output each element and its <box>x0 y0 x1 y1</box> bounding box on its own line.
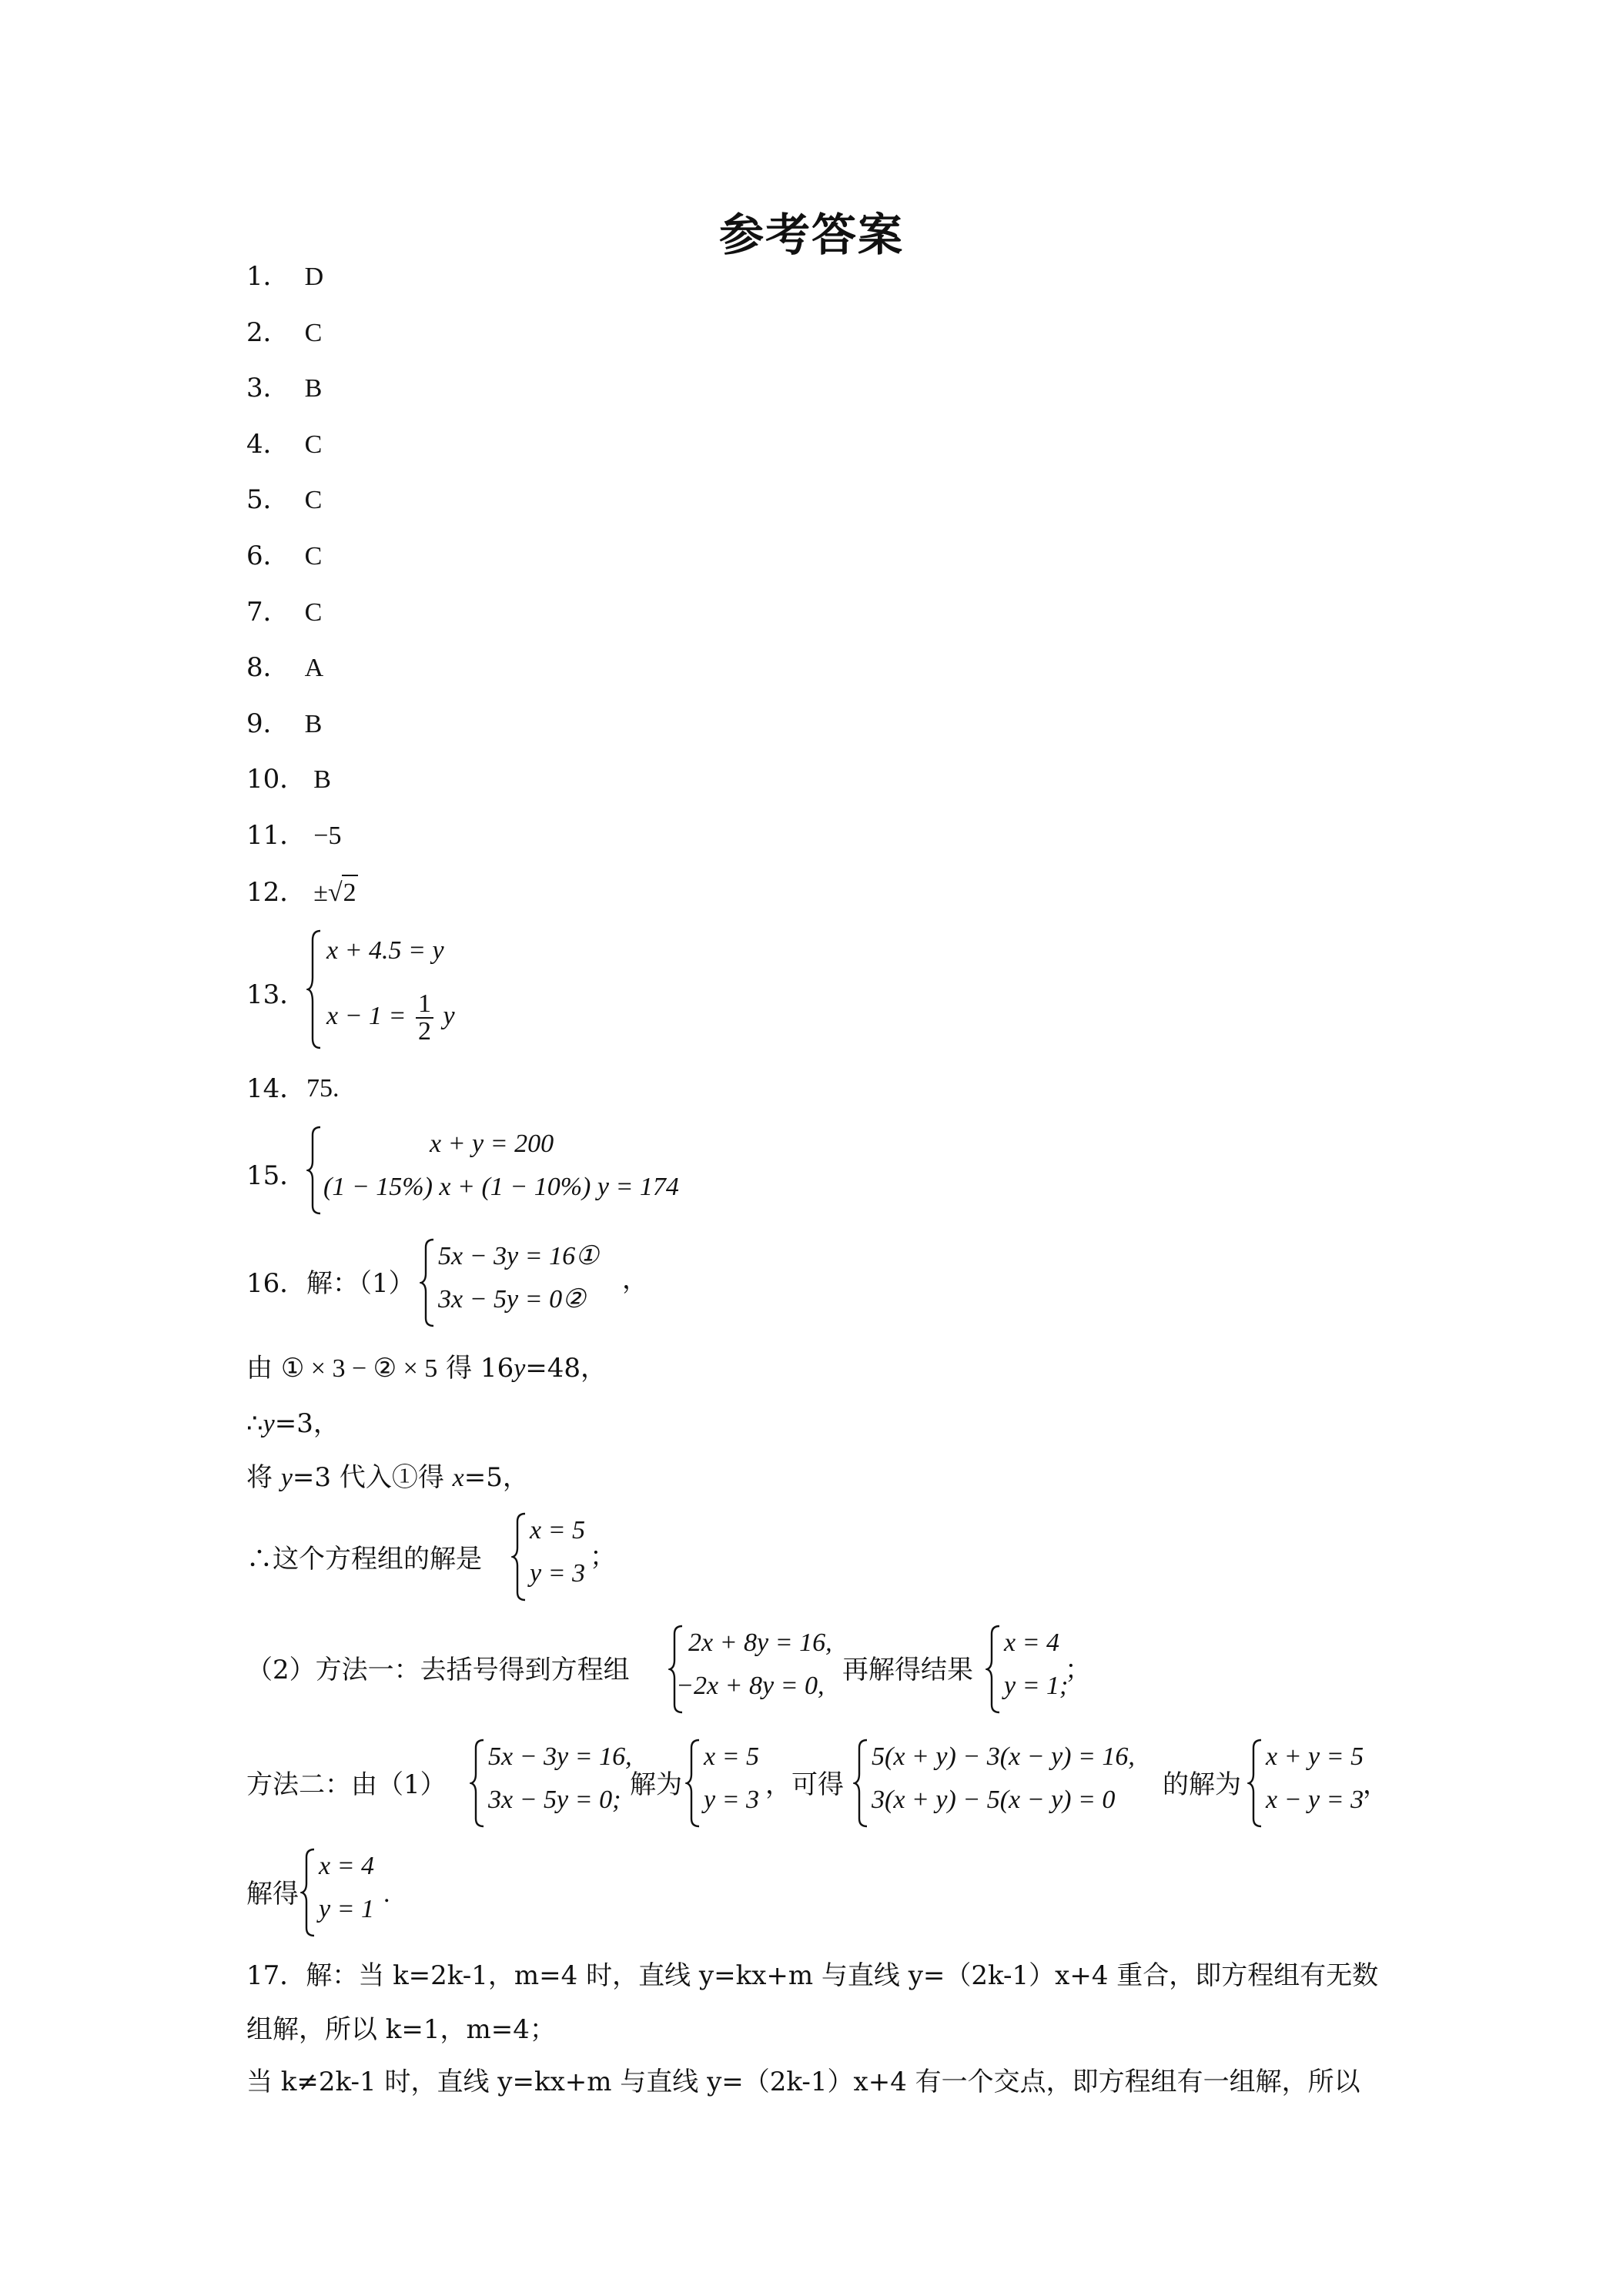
answer-row <box>246 875 358 910</box>
answer-row <box>246 762 331 797</box>
equation-right: y <box>443 1001 455 1030</box>
answer-number: 5． <box>246 484 289 515</box>
answer-number: 7． <box>246 597 289 628</box>
solution-step <box>246 1351 607 1386</box>
equation-system <box>306 1124 707 1217</box>
step-text: =3， <box>274 1408 340 1439</box>
equation-line: y = 1; <box>1004 1672 1069 1700</box>
answer-number: 10． <box>246 764 306 795</box>
solution-step <box>246 1407 340 1441</box>
equation-line: x = 5 <box>704 1742 760 1771</box>
brace-icon <box>685 1737 702 1829</box>
answer-number: 6． <box>246 541 289 571</box>
punctuation: ； <box>590 1541 616 1572</box>
brace-icon <box>420 1237 437 1329</box>
equation-system <box>668 1623 853 1715</box>
step-variable: x <box>452 1464 464 1492</box>
brace-icon <box>853 1737 870 1829</box>
radical-icon: √ <box>327 879 343 907</box>
brace-icon <box>306 1124 323 1217</box>
equation-line: 3x − 5y = 0; <box>488 1786 621 1814</box>
equation-system <box>853 1737 1176 1829</box>
method-two-text: 解为 <box>630 1769 682 1800</box>
equation-system <box>470 1737 647 1829</box>
step-text: =48， <box>525 1353 607 1384</box>
brace-icon <box>300 1846 317 1939</box>
answer-row <box>246 371 322 406</box>
method-one-text: （2）方法一：去括号得到方程组 <box>246 1655 630 1685</box>
answer-number: 14． <box>246 1073 306 1104</box>
answer-text: C <box>304 542 323 571</box>
method-two-text: ，可得 <box>765 1769 844 1800</box>
equation-line: x + y = 5 <box>1266 1742 1364 1771</box>
equation-line <box>326 991 455 1045</box>
brace-icon <box>306 928 323 1051</box>
answer-number: 8． <box>246 652 289 683</box>
step-text: =3 代入①得 <box>292 1462 453 1493</box>
brace-icon <box>986 1623 1002 1715</box>
answer-text: A <box>304 654 324 682</box>
step-text: 将 <box>246 1462 281 1493</box>
equation-system <box>986 1623 1078 1715</box>
text-line: 当 k≠2k-1 时，直线 y=kx+m 与直线 y=（2k-1）x+4 有一个交点，即方程组有一组解，所以 <box>246 2067 1360 2097</box>
equation-line: x = 5 <box>530 1516 586 1545</box>
equation-line: x + 4.5 = y <box>326 936 444 965</box>
step-variable: y <box>280 1464 293 1492</box>
answer-text: −5 <box>313 822 342 850</box>
answer-number: 3． <box>246 373 289 403</box>
radicand: 2 <box>342 875 358 910</box>
method-two-text: 的解为 <box>1163 1769 1241 1800</box>
answer-number: 1． <box>246 261 289 292</box>
solution-statement: ∴这个方程组的解是 <box>246 1544 482 1575</box>
answer-row <box>246 539 322 574</box>
fraction <box>416 991 433 1045</box>
page-title: 参考答案 <box>718 209 904 261</box>
brace-icon <box>470 1737 487 1829</box>
equation-line: 3(x + y) − 5(x − y) = 0 <box>872 1786 1116 1814</box>
answer-text: B <box>313 765 331 794</box>
solution-intro: 解：（1） <box>306 1268 415 1299</box>
brace-icon <box>1247 1737 1264 1829</box>
equation-left: x − 1 = <box>326 1001 407 1030</box>
punctuation: ， <box>1363 1769 1389 1800</box>
answer-number: 11． <box>246 820 306 851</box>
answer-number: 16． <box>246 1268 306 1299</box>
equation-line: (1 − 15%) x + (1 − 10%) y = 174 <box>323 1173 679 1201</box>
answer-number: 9． <box>246 708 289 739</box>
solution-step <box>246 1461 529 1495</box>
answer-row <box>246 427 322 462</box>
therefore-symbol: ∴ <box>246 1408 263 1439</box>
equation-system <box>685 1737 778 1829</box>
punctuation: ； <box>1065 1655 1091 1685</box>
equation-line: x + y = 200 <box>430 1130 554 1158</box>
equation-system <box>420 1237 651 1329</box>
text-line: 17．解：当 k=2k-1，m=4 时，直线 y=kx+m 与直线 y=（2k-1）x+4 重合，即方程组有无数 <box>246 1960 1379 1991</box>
punctuation: . <box>383 1879 390 1908</box>
step-text: 由 <box>246 1353 273 1384</box>
equation-line: 5(x + y) − 3(x − y) = 16, <box>872 1742 1135 1771</box>
answer-text: B <box>304 710 323 738</box>
equation-line: x = 4 <box>1004 1628 1060 1657</box>
step-text: =5， <box>463 1462 529 1493</box>
answer-text: C <box>304 319 323 347</box>
step-text: 得 16 <box>446 1353 514 1384</box>
answer-number: 2． <box>246 317 289 348</box>
answer-row <box>246 651 323 685</box>
answer-text: D <box>304 263 324 291</box>
answer-row <box>246 259 323 294</box>
text-line: 组解，所以 k=1，m=4； <box>246 2014 556 2045</box>
answer-text: B <box>304 374 323 403</box>
answer-text: C <box>304 598 323 627</box>
answer-row <box>246 595 322 630</box>
equation-line: 2x + 8y = 16, <box>688 1628 832 1657</box>
answer-text: C <box>304 430 323 459</box>
fraction-numerator: 1 <box>416 991 433 1019</box>
answer-row <box>246 707 322 741</box>
method-one-text: 再解得结果 <box>842 1655 973 1685</box>
answer-text: 75. <box>306 1074 340 1103</box>
brace-icon <box>668 1623 685 1715</box>
equation-line: 3x − 5y = 0② <box>438 1285 586 1314</box>
equation-line: x = 4 <box>319 1852 375 1880</box>
answer-text: ± <box>313 879 328 907</box>
answer-number: 15． <box>246 1160 306 1191</box>
equation-line: y = 1 <box>319 1895 375 1923</box>
punctuation: ， <box>622 1264 648 1295</box>
step-math: ① × 3 − ② × 5 <box>280 1354 438 1383</box>
equation-line: 5x − 3y = 16① <box>438 1242 599 1270</box>
equation-line: y = 3 <box>530 1559 586 1588</box>
answer-number: 13． <box>246 979 306 1010</box>
answer-number: 4． <box>246 429 289 460</box>
square-root <box>328 879 358 907</box>
answer-row <box>246 316 322 350</box>
method-two-text: 方法二：由（1） <box>246 1769 447 1800</box>
fraction-denominator: 2 <box>417 1017 431 1046</box>
answer-text: C <box>304 486 323 514</box>
final-text: 解得 <box>246 1879 299 1909</box>
answer-row <box>246 483 322 517</box>
equation-line: y = 3 <box>704 1786 760 1814</box>
equation-line: −2x + 8y = 0, <box>676 1672 825 1700</box>
answer-number: 12． <box>246 877 306 908</box>
step-variable: y <box>263 1410 275 1438</box>
equation-line: x − y = 3 <box>1266 1786 1364 1814</box>
brace-icon <box>511 1511 528 1603</box>
equation-system <box>300 1846 393 1939</box>
equation-system <box>306 928 553 1051</box>
step-variable: y <box>514 1354 526 1383</box>
answer-row <box>246 818 341 853</box>
equation-line: 5x − 3y = 16, <box>488 1742 632 1771</box>
